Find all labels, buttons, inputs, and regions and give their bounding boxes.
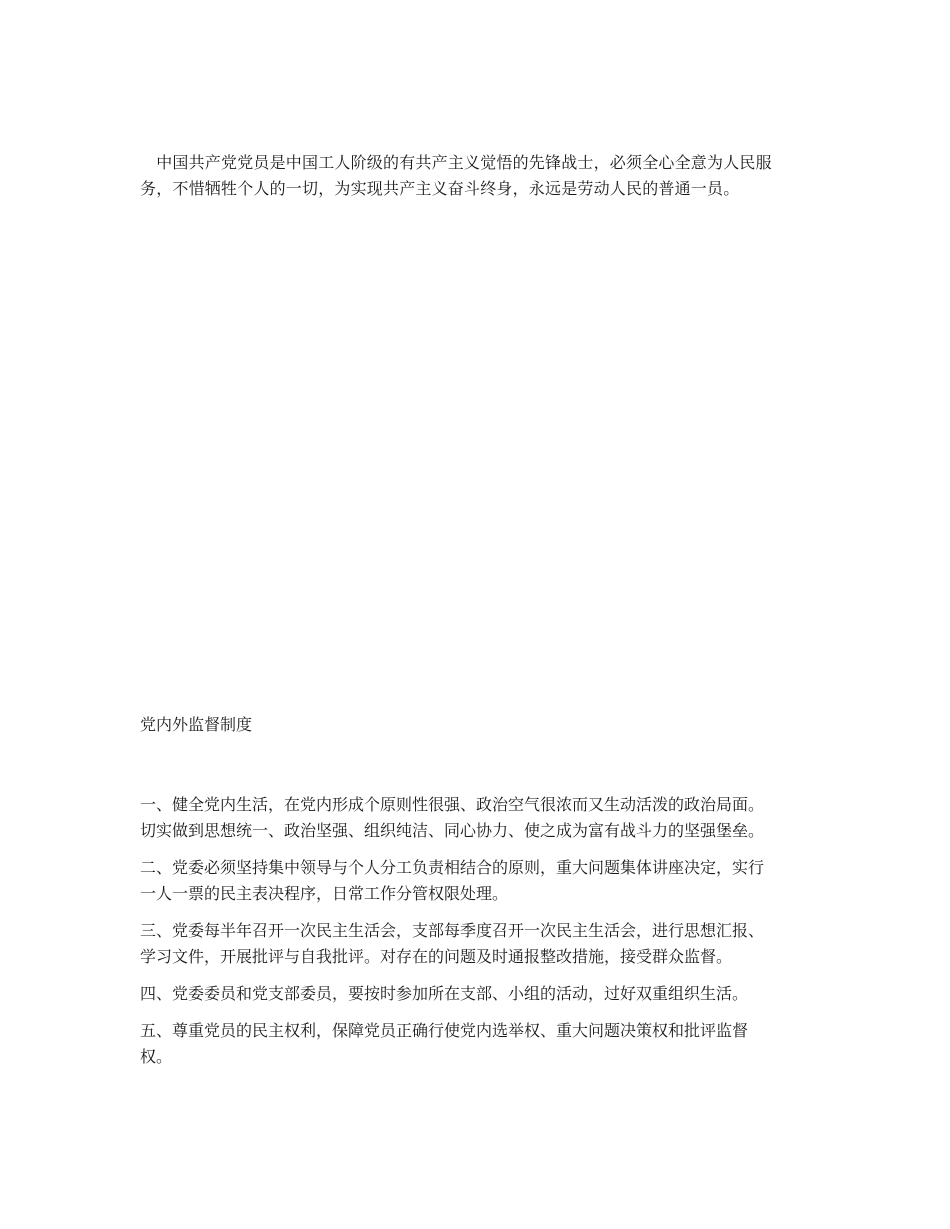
rule-line: 一、健全党内生活，在党内形成个原则性很强、政治空气很浓而又生动活泼的政治局面。 xyxy=(140,795,765,814)
rule-item-4 xyxy=(140,981,830,1007)
intro-line: 中国共产党党员是中国工人阶级的有共产主义觉悟的先锋战士，必须全心全意为人民服 xyxy=(140,153,772,172)
rule-line: 权。 xyxy=(140,1047,173,1066)
rule-line: 一人一票的民主表决程序，日常工作分管权限处理。 xyxy=(140,884,509,903)
rule-line: 学习文件，开展批评与自我批评。对存在的问题及时通报整改措施，接受群众监督。 xyxy=(140,947,733,966)
rule-line: 切实做到思想统一、政治坚强、组织纯洁、同心协力、使之成为富有战斗力的坚强堡垒。 xyxy=(140,821,765,840)
rule-line: 二、党委必须坚持集中领导与个人分工负责相结合的原则，重大问题集体讲座决定，实行 xyxy=(140,858,765,877)
intro-paragraph xyxy=(140,150,820,202)
rule-item-3 xyxy=(140,918,830,970)
rule-line: 五、尊重党员的民主权利，保障党员正确行使党内选举权、重大问题决策权和批评监督 xyxy=(140,1021,749,1040)
rule-item-1 xyxy=(140,792,830,844)
rule-line: 四、党委委员和党支部委员，要按时参加所在支部、小组的活动，过好双重组织生活。 xyxy=(140,984,749,1003)
rule-item-2 xyxy=(140,855,830,907)
rule-line: 三、党委每半年召开一次民主生活会，支部每季度召开一次民主生活会，进行思想汇报、 xyxy=(140,921,765,940)
intro-line: 务，不惜牺牲个人的一切，为实现共产主义奋斗终身，永远是劳动人民的普通一员。 xyxy=(140,179,740,198)
rules-list xyxy=(140,792,830,1081)
section-title: 党内外监督制度 xyxy=(140,715,253,734)
rule-item-5 xyxy=(140,1018,830,1070)
